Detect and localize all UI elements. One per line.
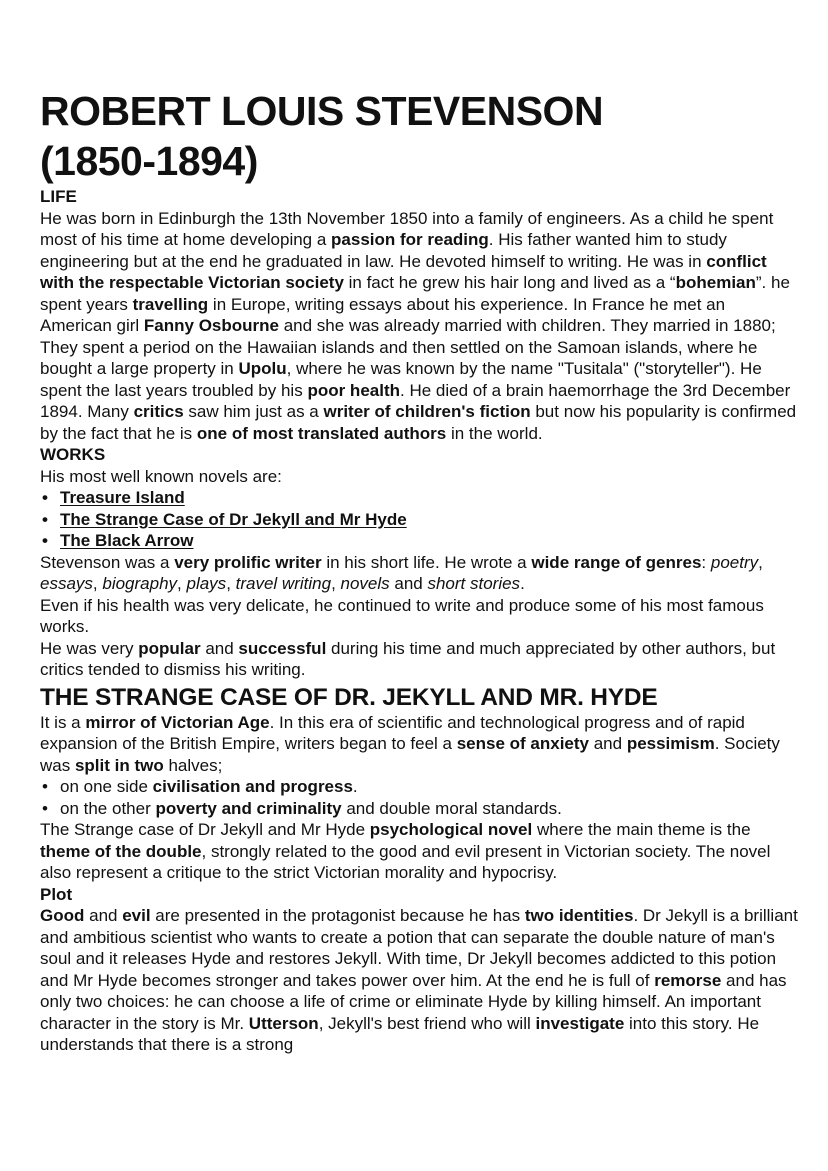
novels-list <box>40 487 798 552</box>
works-genres-paragraph: Stevenson was a very prolific writer in his short life. He wrote a wide range of genres: poetry, essays, biography, plays, travel writing, novels and short stories. <box>40 552 763 593</box>
novel-item[interactable] <box>40 509 798 531</box>
jekyll-section <box>40 683 798 884</box>
plot-heading: Plot <box>40 884 73 904</box>
novel-title: Treasure Island <box>60 488 185 507</box>
jekyll-intro: It is a mirror of Victorian Age. In this era of scientific and technological progress and of rapid expansion of the British Empire, writers began to feel a sense of anxiety and pessimism. Society was split in two halves; <box>40 712 780 775</box>
bullet-icon: • <box>42 488 48 507</box>
life-section <box>40 186 798 444</box>
bullet-icon: • <box>42 509 48 529</box>
jekyll-heading: THE STRANGE CASE OF DR. JEKYLL AND MR. HYDE <box>40 683 658 711</box>
works-health-paragraph: Even if his health was very delicate, he continued to write and produce some of his most famous works. <box>40 595 764 636</box>
works-intro: His most well known novels are: <box>40 466 282 486</box>
title-dates: (1850-1894) <box>40 138 258 184</box>
life-paragraph: He was born in Edinburgh the 13th November 1850 into a family of engineers. As a child he spent most of his time at home developing a passion for reading. His father wanted him to study engineering but at the end he graduated in law. He devoted himself to writing. He was in conflict with the respectable Victorian society in fact he grew his hair long and lived as a “bohemian”. he spent years travelling in Europe, writing essays about his experience. In France he met an American girl Fanny Osbourne and she was already married with children. They married in 1880; They spent a period on the Hawaiian islands and then settled on the Samoan islands, where he bought a large property in Upolu, where he was known by the name "Tusitala" ("storyteller"). He spent the last years troubled by his poor health. He died of a brain haemorrhage the 3rd December 1894. Many critics saw him just as a writer of children's fiction but now his popularity is confirmed by the fact that he is one of most translated authors in the world. <box>40 208 797 443</box>
novel-item[interactable] <box>40 530 798 552</box>
document-title <box>40 86 798 186</box>
novel-item[interactable] <box>40 487 798 509</box>
novel-title: The Black Arrow <box>60 531 194 550</box>
society-item <box>40 798 798 820</box>
life-heading: LIFE <box>40 187 77 206</box>
society-item-text: on the other poverty and criminality and double moral standards. <box>60 798 562 818</box>
society-item <box>40 776 798 798</box>
works-section <box>40 444 798 681</box>
bullet-icon: • <box>42 531 48 550</box>
plot-paragraph: Good and evil are presented in the protagonist because he has two identities. Dr Jekyll is a brilliant and ambitious scientist who wants to create a potion that can separate the double nature of man's soul and it releases Hyde and restores Jekyll. With time, Dr Jekyll becomes addicted to this potion and Mr Hyde becomes stronger and takes power over him. At the end he is full of remorse and has only two choices: he can choose a life of crime or eliminate Hyde by killing himself. An important character in the story is Mr. Utterson, Jekyll's best friend who will investigate into this story. He understands that there is a strong <box>40 906 798 1054</box>
bullet-icon: • <box>42 798 48 818</box>
society-item-text: on one side civilisation and progress. <box>60 777 358 796</box>
jekyll-theme-paragraph: The Strange case of Dr Jekyll and Mr Hyde psychological novel where the main theme is the theme of the double, strongly related to the good and evil present in Victorian society. The novel also represent a critique to the strict Victorian morality and hypocrisy. <box>40 820 771 882</box>
novel-title: The Strange Case of Dr Jekyll and Mr Hyde <box>60 509 407 529</box>
society-list <box>40 776 798 819</box>
bullet-icon: • <box>42 777 48 796</box>
works-popularity-paragraph: He was very popular and successful during his time and much appreciated by other authors, but critics tended to dismiss his writing. <box>40 638 776 679</box>
plot-section <box>40 884 798 1056</box>
title-name: ROBERT LOUIS STEVENSON <box>40 88 604 134</box>
works-heading: WORKS <box>40 445 106 464</box>
